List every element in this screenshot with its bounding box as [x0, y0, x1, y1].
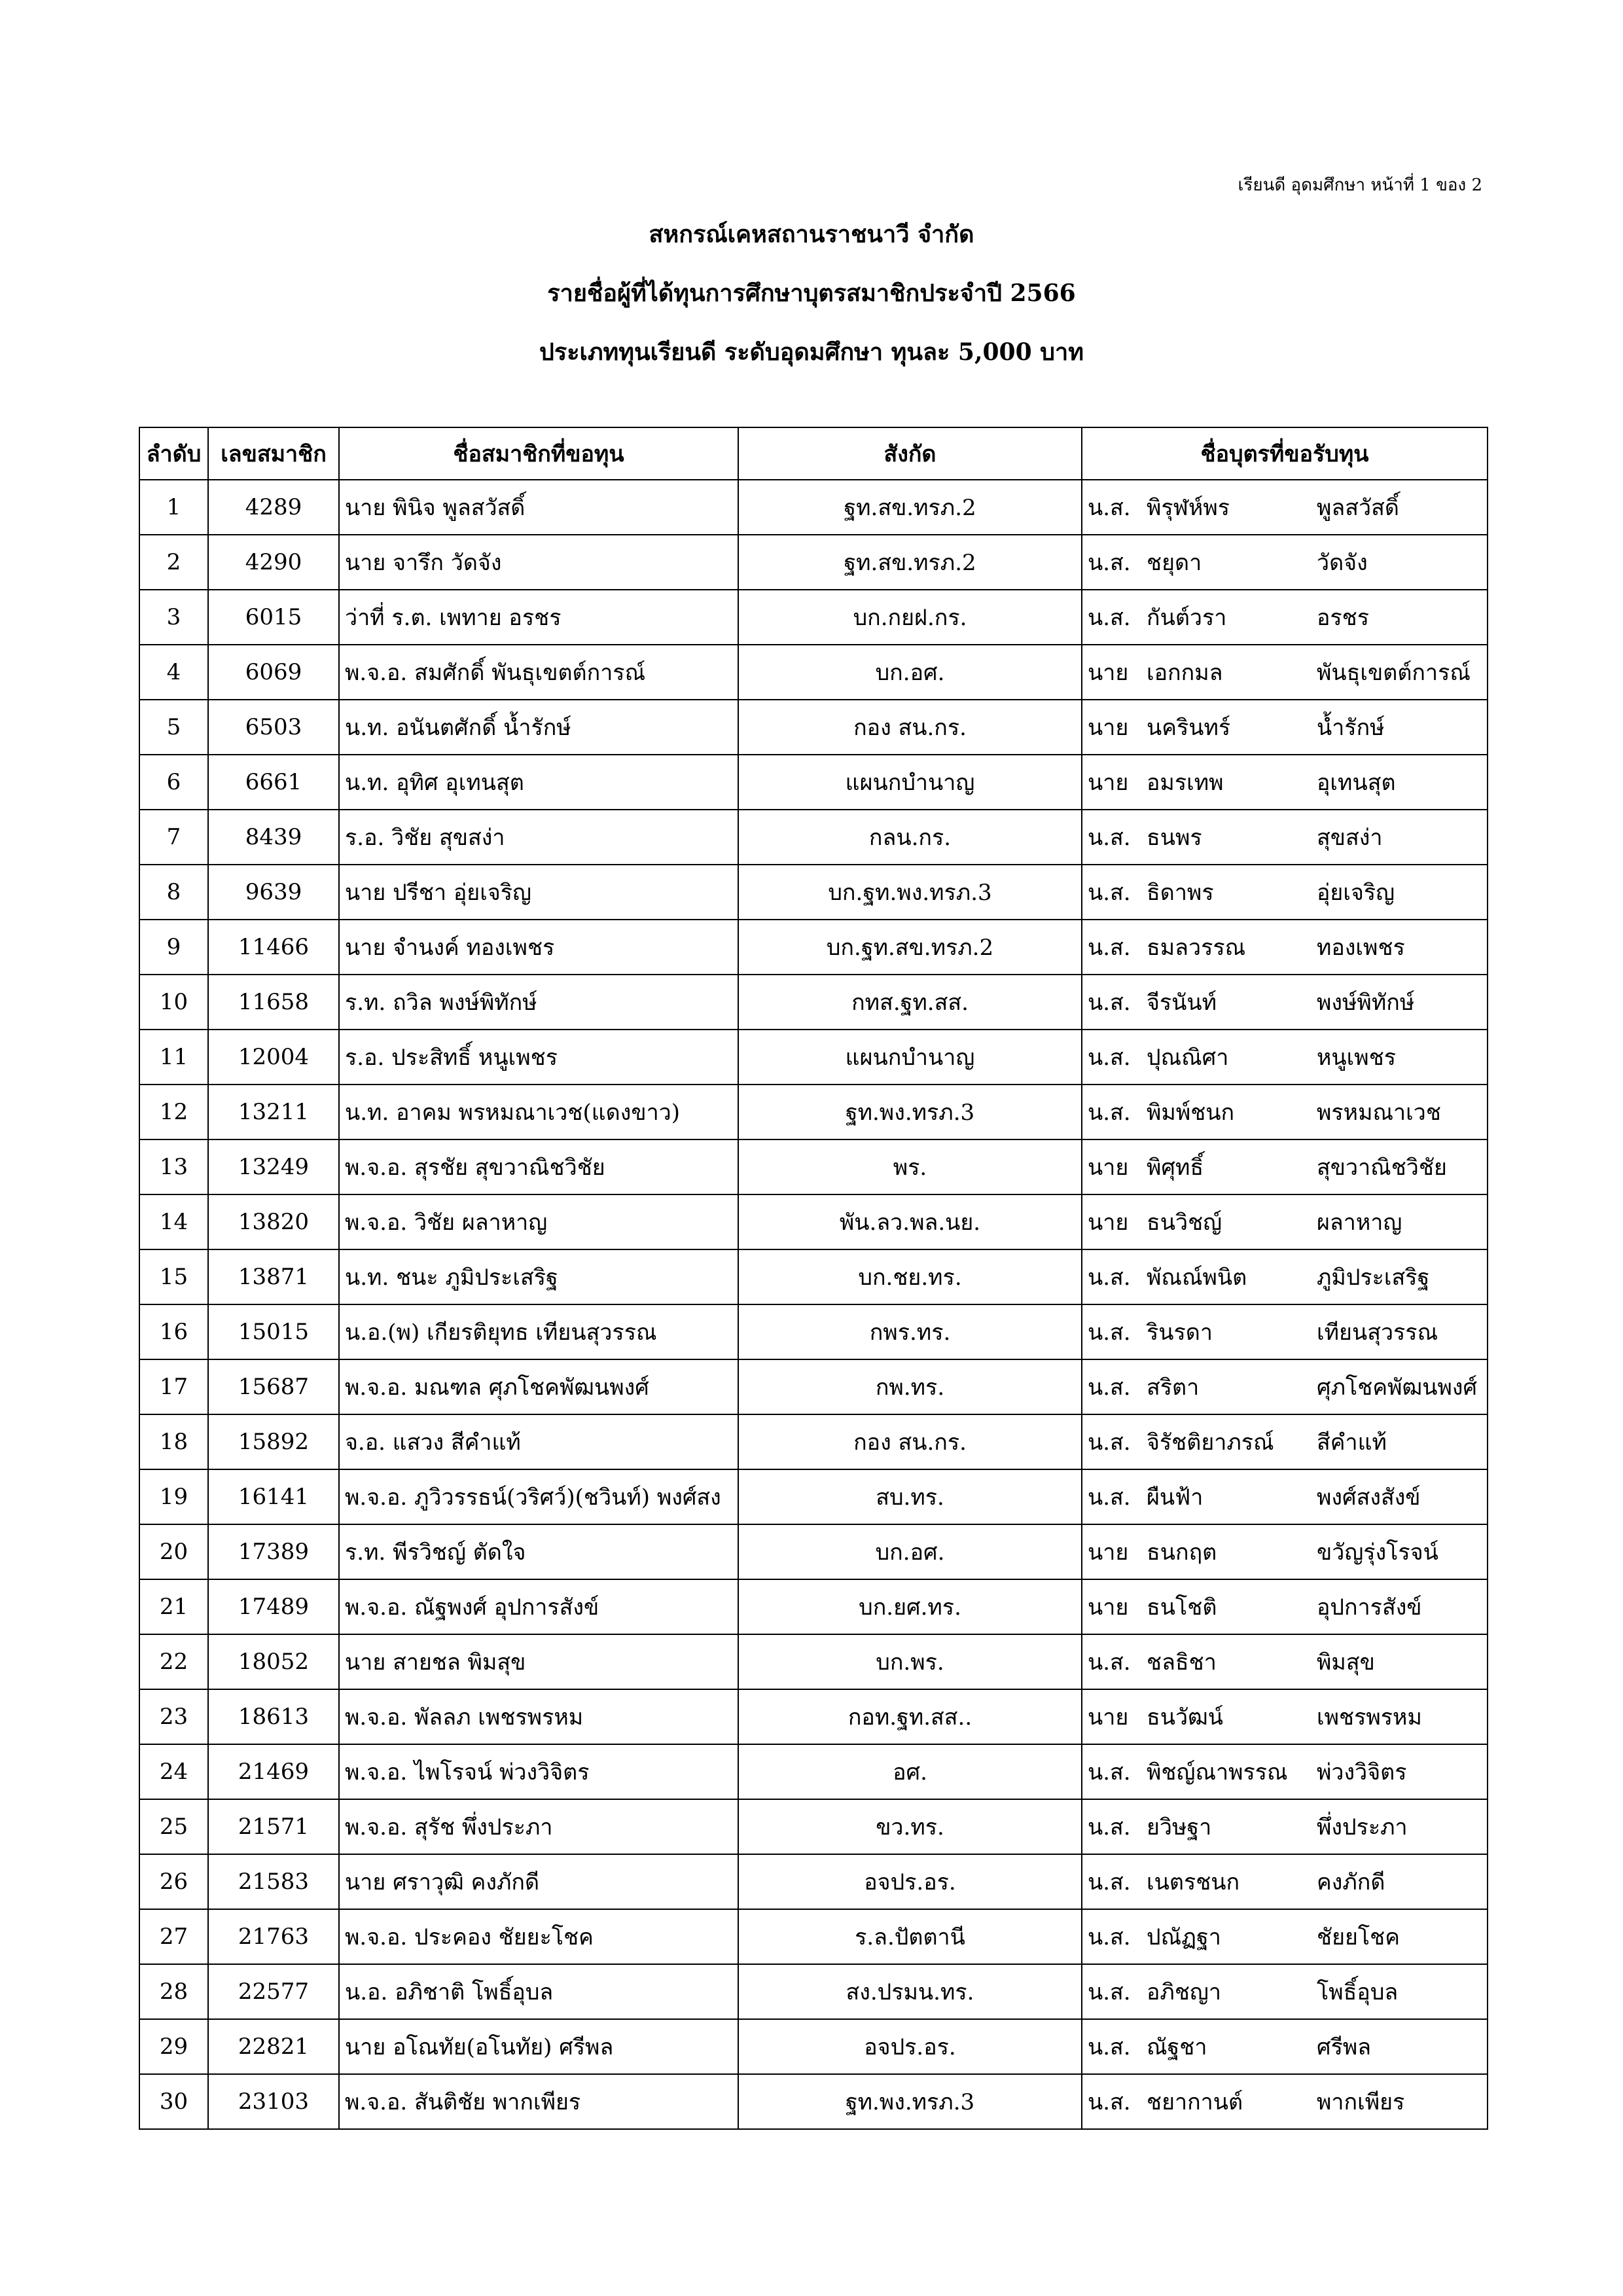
member-name: พ.จ.อ. ภูวิวรรธน์(วริศว์)(ชวินท์) พงศ์สง	[339, 1469, 738, 1524]
member-id: 13871	[208, 1249, 339, 1304]
member-id: 23103	[208, 2074, 339, 2129]
member-id: 13211	[208, 1085, 339, 1139]
title-cooperative: สหกรณ์เคหสถานราชนาวี จำกัด	[649, 221, 974, 248]
row-number: 18	[139, 1414, 208, 1469]
member-name: พ.จ.อ. ประคอง ชัยยะโชค	[339, 1909, 738, 1964]
member-id: 15687	[208, 1359, 339, 1414]
table-row	[139, 1194, 1488, 1249]
child-name	[1082, 755, 1488, 810]
member-unit: อจปร.อร.	[738, 2019, 1082, 2074]
row-number: 2	[139, 535, 208, 590]
table-row	[139, 755, 1488, 810]
member-id: 6015	[208, 590, 339, 645]
child-title: น.ส.	[1088, 1045, 1131, 1071]
child-title: น.ส.	[1088, 605, 1131, 631]
table-row	[139, 920, 1488, 975]
row-number: 19	[139, 1469, 208, 1524]
child-first-name: ปุณณิศา	[1147, 1045, 1229, 1071]
child-last-name: ทองเพชร	[1317, 935, 1405, 961]
child-last-name: โพธิ์อุบล	[1317, 1979, 1399, 2005]
child-first-name: เอกกมล	[1147, 660, 1223, 686]
row-number: 12	[139, 1085, 208, 1139]
row-number: 26	[139, 1854, 208, 1909]
child-last-name: ศรีพล	[1317, 2034, 1372, 2060]
header-child-name: ชื่อบุตรที่ขอรับทุน	[1082, 427, 1488, 480]
child-last-name: ขวัญรุ่งโรจน์	[1317, 1539, 1438, 1566]
header-no: ลำดับ	[139, 427, 208, 480]
child-title: น.ส.	[1088, 1869, 1131, 1895]
row-number: 9	[139, 920, 208, 975]
child-name	[1082, 1304, 1488, 1359]
table-row	[139, 1744, 1488, 1799]
table-row	[139, 1524, 1488, 1579]
child-last-name: สุขวาณิชวิชัย	[1317, 1155, 1447, 1181]
member-id: 17489	[208, 1579, 339, 1634]
member-id: 21763	[208, 1909, 339, 1964]
child-last-name: พากเพียร	[1317, 2089, 1405, 2115]
member-unit: กลน.กร.	[738, 810, 1082, 865]
child-name	[1082, 1414, 1488, 1469]
row-number: 5	[139, 700, 208, 755]
child-title: น.ส.	[1088, 1429, 1131, 1456]
row-number: 15	[139, 1249, 208, 1304]
child-title: น.ส.	[1088, 1814, 1131, 1840]
table-row	[139, 1634, 1488, 1689]
member-name: ร.ท. พีรวิชญ์ ตัดใจ	[339, 1524, 738, 1579]
table-body	[139, 480, 1488, 2129]
child-last-name: พันธุเขตต์การณ์	[1317, 660, 1471, 686]
child-name	[1082, 1085, 1488, 1139]
row-number: 4	[139, 645, 208, 700]
member-name: พ.จ.อ. สันติชัย พากเพียร	[339, 2074, 738, 2129]
child-title: น.ส.	[1088, 1265, 1131, 1291]
member-unit: ขว.ทร.	[738, 1799, 1082, 1854]
table-row	[139, 590, 1488, 645]
child-first-name: ธิดาพร	[1147, 880, 1214, 906]
child-last-name: ภูมิประเสริฐ	[1317, 1265, 1430, 1291]
child-last-name: พงศ์สงสังข์	[1317, 1484, 1421, 1511]
child-name	[1082, 645, 1488, 700]
table-row	[139, 1030, 1488, 1085]
child-title: น.ส.	[1088, 935, 1131, 961]
child-name	[1082, 1139, 1488, 1194]
member-unit: พัน.ลว.พล.นย.	[738, 1194, 1082, 1249]
row-number: 16	[139, 1304, 208, 1359]
member-unit: บก.ฐท.สข.ทรภ.2	[738, 920, 1082, 975]
member-id: 18052	[208, 1634, 339, 1689]
child-name	[1082, 535, 1488, 590]
child-title: น.ส.	[1088, 1649, 1131, 1676]
child-last-name: อุปการสังข์	[1317, 1594, 1422, 1621]
member-id: 16141	[208, 1469, 339, 1524]
child-last-name: หนูเพชร	[1317, 1045, 1397, 1071]
member-unit: พร.	[738, 1139, 1082, 1194]
member-id: 8439	[208, 810, 339, 865]
member-id: 22577	[208, 1964, 339, 2019]
table-row	[139, 535, 1488, 590]
member-unit: กพ.ทร.	[738, 1359, 1082, 1414]
child-last-name: อุ่ยเจริญ	[1317, 880, 1395, 906]
member-id: 11658	[208, 975, 339, 1030]
child-title: น.ส.	[1088, 1924, 1131, 1950]
child-name	[1082, 1909, 1488, 1964]
row-number: 22	[139, 1634, 208, 1689]
member-unit: อศ.	[738, 1744, 1082, 1799]
member-unit: ฐท.สข.ทรภ.2	[738, 480, 1082, 535]
table-row	[139, 1304, 1488, 1359]
member-unit: ฐท.พง.ทรภ.3	[738, 2074, 1082, 2129]
row-number: 3	[139, 590, 208, 645]
child-title: น.ส.	[1088, 880, 1131, 906]
child-last-name: สุขสง่า	[1317, 825, 1383, 851]
member-name: พ.จ.อ. สมศักดิ์ พันธุเขตต์การณ์	[339, 645, 738, 700]
child-first-name: ธมลวรรณ	[1147, 935, 1246, 961]
member-id: 13820	[208, 1194, 339, 1249]
member-name: น.อ. อภิชาติ โพธิ์อุบล	[339, 1964, 738, 2019]
header-member-name: ชื่อสมาชิกที่ขอทุน	[339, 427, 738, 480]
child-title: น.ส.	[1088, 495, 1131, 521]
member-name: ร.อ. ประสิทธิ์ หนูเพชร	[339, 1030, 738, 1085]
title-scholarship-list: รายชื่อผู้ที่ได้ทุนการศึกษาบุตรสมาชิกประจำปี 2566	[547, 279, 1076, 307]
child-title: น.ส.	[1088, 1319, 1131, 1346]
child-last-name: ศุภโชคพัฒนพงศ์	[1317, 1374, 1478, 1401]
child-title: น.ส.	[1088, 1484, 1131, 1511]
member-name: นาย พินิจ พูลสวัสดิ์	[339, 480, 738, 535]
member-name: พ.จ.อ. สุรัช พึ่งประภา	[339, 1799, 738, 1854]
child-title: น.ส.	[1088, 1374, 1131, 1401]
child-name	[1082, 1689, 1488, 1744]
table-row	[139, 1414, 1488, 1469]
child-last-name: เพชรพรหม	[1317, 1704, 1422, 1731]
child-last-name: พ่วงวิจิตร	[1317, 1759, 1407, 1785]
child-name	[1082, 920, 1488, 975]
child-name	[1082, 1964, 1488, 2019]
member-unit: กอท.ฐท.สส..	[738, 1689, 1082, 1744]
scholarship-table	[139, 427, 1488, 2130]
child-title: นาย	[1088, 1155, 1129, 1181]
child-name	[1082, 480, 1488, 535]
member-unit: แผนกบำนาญ	[738, 755, 1082, 810]
child-last-name: ผลาหาญ	[1317, 1210, 1402, 1236]
row-number: 17	[139, 1359, 208, 1414]
table-row	[139, 810, 1488, 865]
member-id: 12004	[208, 1030, 339, 1085]
member-name: น.ท. ชนะ ภูมิประเสริฐ	[339, 1249, 738, 1304]
child-name	[1082, 975, 1488, 1030]
child-first-name: พิรุฬห์พร	[1147, 495, 1230, 521]
member-unit: สง.ปรมน.ทร.	[738, 1964, 1082, 2019]
child-last-name: พูลสวัสดิ์	[1317, 495, 1399, 521]
table-row	[139, 1249, 1488, 1304]
row-number: 11	[139, 1030, 208, 1085]
member-unit: สบ.ทร.	[738, 1469, 1082, 1524]
row-number: 1	[139, 480, 208, 535]
child-name	[1082, 590, 1488, 645]
member-unit: บก.ยศ.ทร.	[738, 1579, 1082, 1634]
member-id: 17389	[208, 1524, 339, 1579]
title-scholarship-type: ประเภททุนเรียนดี ระดับอุดมศึกษา ทุนละ 5,000 บาท	[539, 338, 1084, 366]
row-number: 14	[139, 1194, 208, 1249]
row-number: 8	[139, 865, 208, 920]
row-number: 27	[139, 1909, 208, 1964]
table-row	[139, 2074, 1488, 2129]
member-name: นาย ปรีชา อุ่ยเจริญ	[339, 865, 738, 920]
table-row	[139, 480, 1488, 535]
member-id: 15015	[208, 1304, 339, 1359]
row-number: 29	[139, 2019, 208, 2074]
member-unit: กอง สน.กร.	[738, 1414, 1082, 1469]
table-row	[139, 700, 1488, 755]
child-name	[1082, 1799, 1488, 1854]
table-row	[139, 1139, 1488, 1194]
member-unit: กทส.ฐท.สส.	[738, 975, 1082, 1030]
child-name	[1082, 2074, 1488, 2129]
child-title: น.ส.	[1088, 2089, 1131, 2115]
child-first-name: ปณัฏฐา	[1147, 1924, 1221, 1950]
child-first-name: พัณณ์พนิต	[1147, 1265, 1247, 1291]
table-row	[139, 1579, 1488, 1634]
child-first-name: นครินทร์	[1147, 715, 1231, 741]
child-first-name: กันต์วรา	[1147, 605, 1227, 631]
child-first-name: ชลธิชา	[1147, 1649, 1217, 1676]
table-row	[139, 975, 1488, 1030]
child-name	[1082, 1359, 1488, 1414]
member-id: 13249	[208, 1139, 339, 1194]
member-name: นาย ศราวุฒิ คงภักดี	[339, 1854, 738, 1909]
member-name: พ.จ.อ. ณัฐพงศ์ อุปการสังข์	[339, 1579, 738, 1634]
child-first-name: ธนวัฒน์	[1147, 1704, 1224, 1731]
child-title: นาย	[1088, 1210, 1129, 1236]
member-id: 6503	[208, 700, 339, 755]
member-unit: ฐท.สข.ทรภ.2	[738, 535, 1082, 590]
member-id: 9639	[208, 865, 339, 920]
member-unit: บก.อศ.	[738, 1524, 1082, 1579]
row-number: 6	[139, 755, 208, 810]
member-name: น.อ.(พ) เกียรติยุทธ เทียนสุวรรณ	[339, 1304, 738, 1359]
member-id: 22821	[208, 2019, 339, 2074]
member-name: พ.จ.อ. มณฑล ศุภโชคพัฒนพงศ์	[339, 1359, 738, 1414]
header-unit: สังกัด	[738, 427, 1082, 480]
member-name: น.ท. อาคม พรหมณาเวช(แดงขาว)	[339, 1085, 738, 1139]
child-first-name: เนตรชนก	[1147, 1869, 1240, 1895]
member-id: 18613	[208, 1689, 339, 1744]
member-unit: กพร.ทร.	[738, 1304, 1082, 1359]
member-name: พ.จ.อ. สุรชัย สุขวาณิชวิชัย	[339, 1139, 738, 1194]
member-unit: ฐท.พง.ทรภ.3	[738, 1085, 1082, 1139]
member-id: 11466	[208, 920, 339, 975]
member-name: นาย สายชล พิมสุข	[339, 1634, 738, 1689]
member-unit: บก.ฐท.พง.ทรภ.3	[738, 865, 1082, 920]
table-row	[139, 1799, 1488, 1854]
member-unit: บก.ชย.ทร.	[738, 1249, 1082, 1304]
child-last-name: อรชร	[1317, 605, 1370, 631]
child-last-name: พิมสุข	[1317, 1649, 1375, 1676]
member-unit: บก.กยฝ.กร.	[738, 590, 1082, 645]
child-first-name: ผืนฟ้า	[1147, 1484, 1204, 1511]
row-number: 20	[139, 1524, 208, 1579]
table-row	[139, 1964, 1488, 2019]
child-title: นาย	[1088, 1704, 1129, 1731]
member-unit: อจปร.อร.	[738, 1854, 1082, 1909]
table-row	[139, 2019, 1488, 2074]
child-first-name: พิมพ์ชนก	[1147, 1100, 1235, 1126]
child-name	[1082, 1634, 1488, 1689]
child-last-name: เทียนสุวรรณ	[1317, 1319, 1438, 1346]
member-name: ร.อ. วิชัย สุขสง่า	[339, 810, 738, 865]
child-name	[1082, 1194, 1488, 1249]
child-last-name: พึ่งประภา	[1317, 1814, 1408, 1840]
member-id: 21571	[208, 1799, 339, 1854]
child-name	[1082, 810, 1488, 865]
child-first-name: อภิชญา	[1147, 1979, 1221, 2005]
member-unit: กอง สน.กร.	[738, 700, 1082, 755]
child-title: น.ส.	[1088, 990, 1131, 1016]
member-name: พ.จ.อ. วิชัย ผลาหาญ	[339, 1194, 738, 1249]
member-name: พ.จ.อ. พัลลภ เพชรพรหม	[339, 1689, 738, 1744]
member-name: ร.ท. ถวิล พงษ์พิทักษ์	[339, 975, 738, 1030]
child-name	[1082, 1854, 1488, 1909]
member-id: 15892	[208, 1414, 339, 1469]
child-first-name: สริตา	[1147, 1374, 1200, 1401]
table-row	[139, 645, 1488, 700]
child-first-name: ธนโชติ	[1147, 1594, 1217, 1621]
child-first-name: ณัฐชา	[1147, 2034, 1207, 2060]
child-first-name: จีรนันท์	[1147, 990, 1217, 1016]
table-row	[139, 1469, 1488, 1524]
child-title: น.ส.	[1088, 1759, 1131, 1785]
child-last-name: วัดจัง	[1317, 550, 1368, 576]
child-name	[1082, 1579, 1488, 1634]
member-name: นาย จารึก วัดจัง	[339, 535, 738, 590]
child-first-name: จิรัชติยาภรณ์	[1147, 1429, 1274, 1456]
member-name: พ.จ.อ. ไพโรจน์ พ่วงวิจิตร	[339, 1744, 738, 1799]
table-row	[139, 1909, 1488, 1964]
member-id: 4290	[208, 535, 339, 590]
child-title: นาย	[1088, 715, 1129, 741]
table-header-row	[139, 427, 1488, 480]
member-unit: แผนกบำนาญ	[738, 1030, 1082, 1085]
child-first-name: ธนวิชญ์	[1147, 1210, 1222, 1236]
child-first-name: ยวิษฐา	[1147, 1814, 1212, 1840]
child-name	[1082, 1469, 1488, 1524]
member-name: นาย จำนงค์ ทองเพชร	[339, 920, 738, 975]
member-unit: ร.ล.ปัตตานี	[738, 1909, 1082, 1964]
child-last-name: พงษ์พิทักษ์	[1317, 990, 1415, 1016]
row-number: 25	[139, 1799, 208, 1854]
child-first-name: อมรเทพ	[1147, 770, 1224, 796]
child-title: นาย	[1088, 660, 1129, 686]
child-first-name: ธนพร	[1147, 825, 1202, 851]
child-name	[1082, 1744, 1488, 1799]
child-last-name: น้ำรักษ์	[1317, 715, 1385, 741]
row-number: 7	[139, 810, 208, 865]
child-title: น.ส.	[1088, 550, 1131, 576]
row-number: 28	[139, 1964, 208, 2019]
child-first-name: พิชญ์ณาพรรณ	[1147, 1759, 1288, 1785]
member-id: 21583	[208, 1854, 339, 1909]
child-first-name: ธนกฤต	[1147, 1539, 1217, 1566]
child-title: นาย	[1088, 1594, 1129, 1621]
member-unit: บก.อศ.	[738, 645, 1082, 700]
member-name: นาย อโณทัย(อโนทัย) ศรีพล	[339, 2019, 738, 2074]
child-name	[1082, 865, 1488, 920]
child-first-name: พิศุทธิ์	[1147, 1155, 1204, 1181]
table-row	[139, 1085, 1488, 1139]
member-name: น.ท. อนันตศักดิ์ น้ำรักษ์	[339, 700, 738, 755]
child-first-name: ชยากานต์	[1147, 2089, 1243, 2115]
child-name	[1082, 2019, 1488, 2074]
child-name	[1082, 1030, 1488, 1085]
row-number: 10	[139, 975, 208, 1030]
child-name	[1082, 1524, 1488, 1579]
child-name	[1082, 1249, 1488, 1304]
child-title: น.ส.	[1088, 1979, 1131, 2005]
page-number-note: เรียนดี อุดมศึกษา หน้าที่ 1 ของ 2	[1238, 175, 1482, 195]
member-name: จ.อ. แสวง สีคำแท้	[339, 1414, 738, 1469]
child-name	[1082, 700, 1488, 755]
row-number: 21	[139, 1579, 208, 1634]
document-titles	[0, 215, 1623, 391]
member-unit: บก.พร.	[738, 1634, 1082, 1689]
child-title: น.ส.	[1088, 1100, 1131, 1126]
row-number: 30	[139, 2074, 208, 2129]
table-row	[139, 1689, 1488, 1744]
child-last-name: พรหมณาเวช	[1317, 1100, 1441, 1126]
child-last-name: ชัยยโชค	[1317, 1924, 1400, 1950]
row-number: 23	[139, 1689, 208, 1744]
child-title: น.ส.	[1088, 2034, 1131, 2060]
member-name: ว่าที่ ร.ต. เพทาย อรชร	[339, 590, 738, 645]
child-last-name: สีคำแท้	[1317, 1429, 1387, 1456]
child-last-name: คงภักดี	[1317, 1869, 1385, 1895]
member-name: น.ท. อุทิศ อุเทนสุต	[339, 755, 738, 810]
child-title: นาย	[1088, 770, 1129, 796]
row-number: 24	[139, 1744, 208, 1799]
child-first-name: รินรดา	[1147, 1319, 1213, 1346]
header-member-id: เลขสมาชิก	[208, 427, 339, 480]
member-id: 4289	[208, 480, 339, 535]
table-row	[139, 865, 1488, 920]
member-id: 6661	[208, 755, 339, 810]
child-last-name: อุเทนสุต	[1317, 770, 1396, 796]
member-id: 21469	[208, 1744, 339, 1799]
table-row	[139, 1854, 1488, 1909]
child-title: น.ส.	[1088, 825, 1131, 851]
member-id: 6069	[208, 645, 339, 700]
row-number: 13	[139, 1139, 208, 1194]
table-row	[139, 1359, 1488, 1414]
child-first-name: ชยุดา	[1147, 550, 1202, 576]
child-title: นาย	[1088, 1539, 1129, 1566]
